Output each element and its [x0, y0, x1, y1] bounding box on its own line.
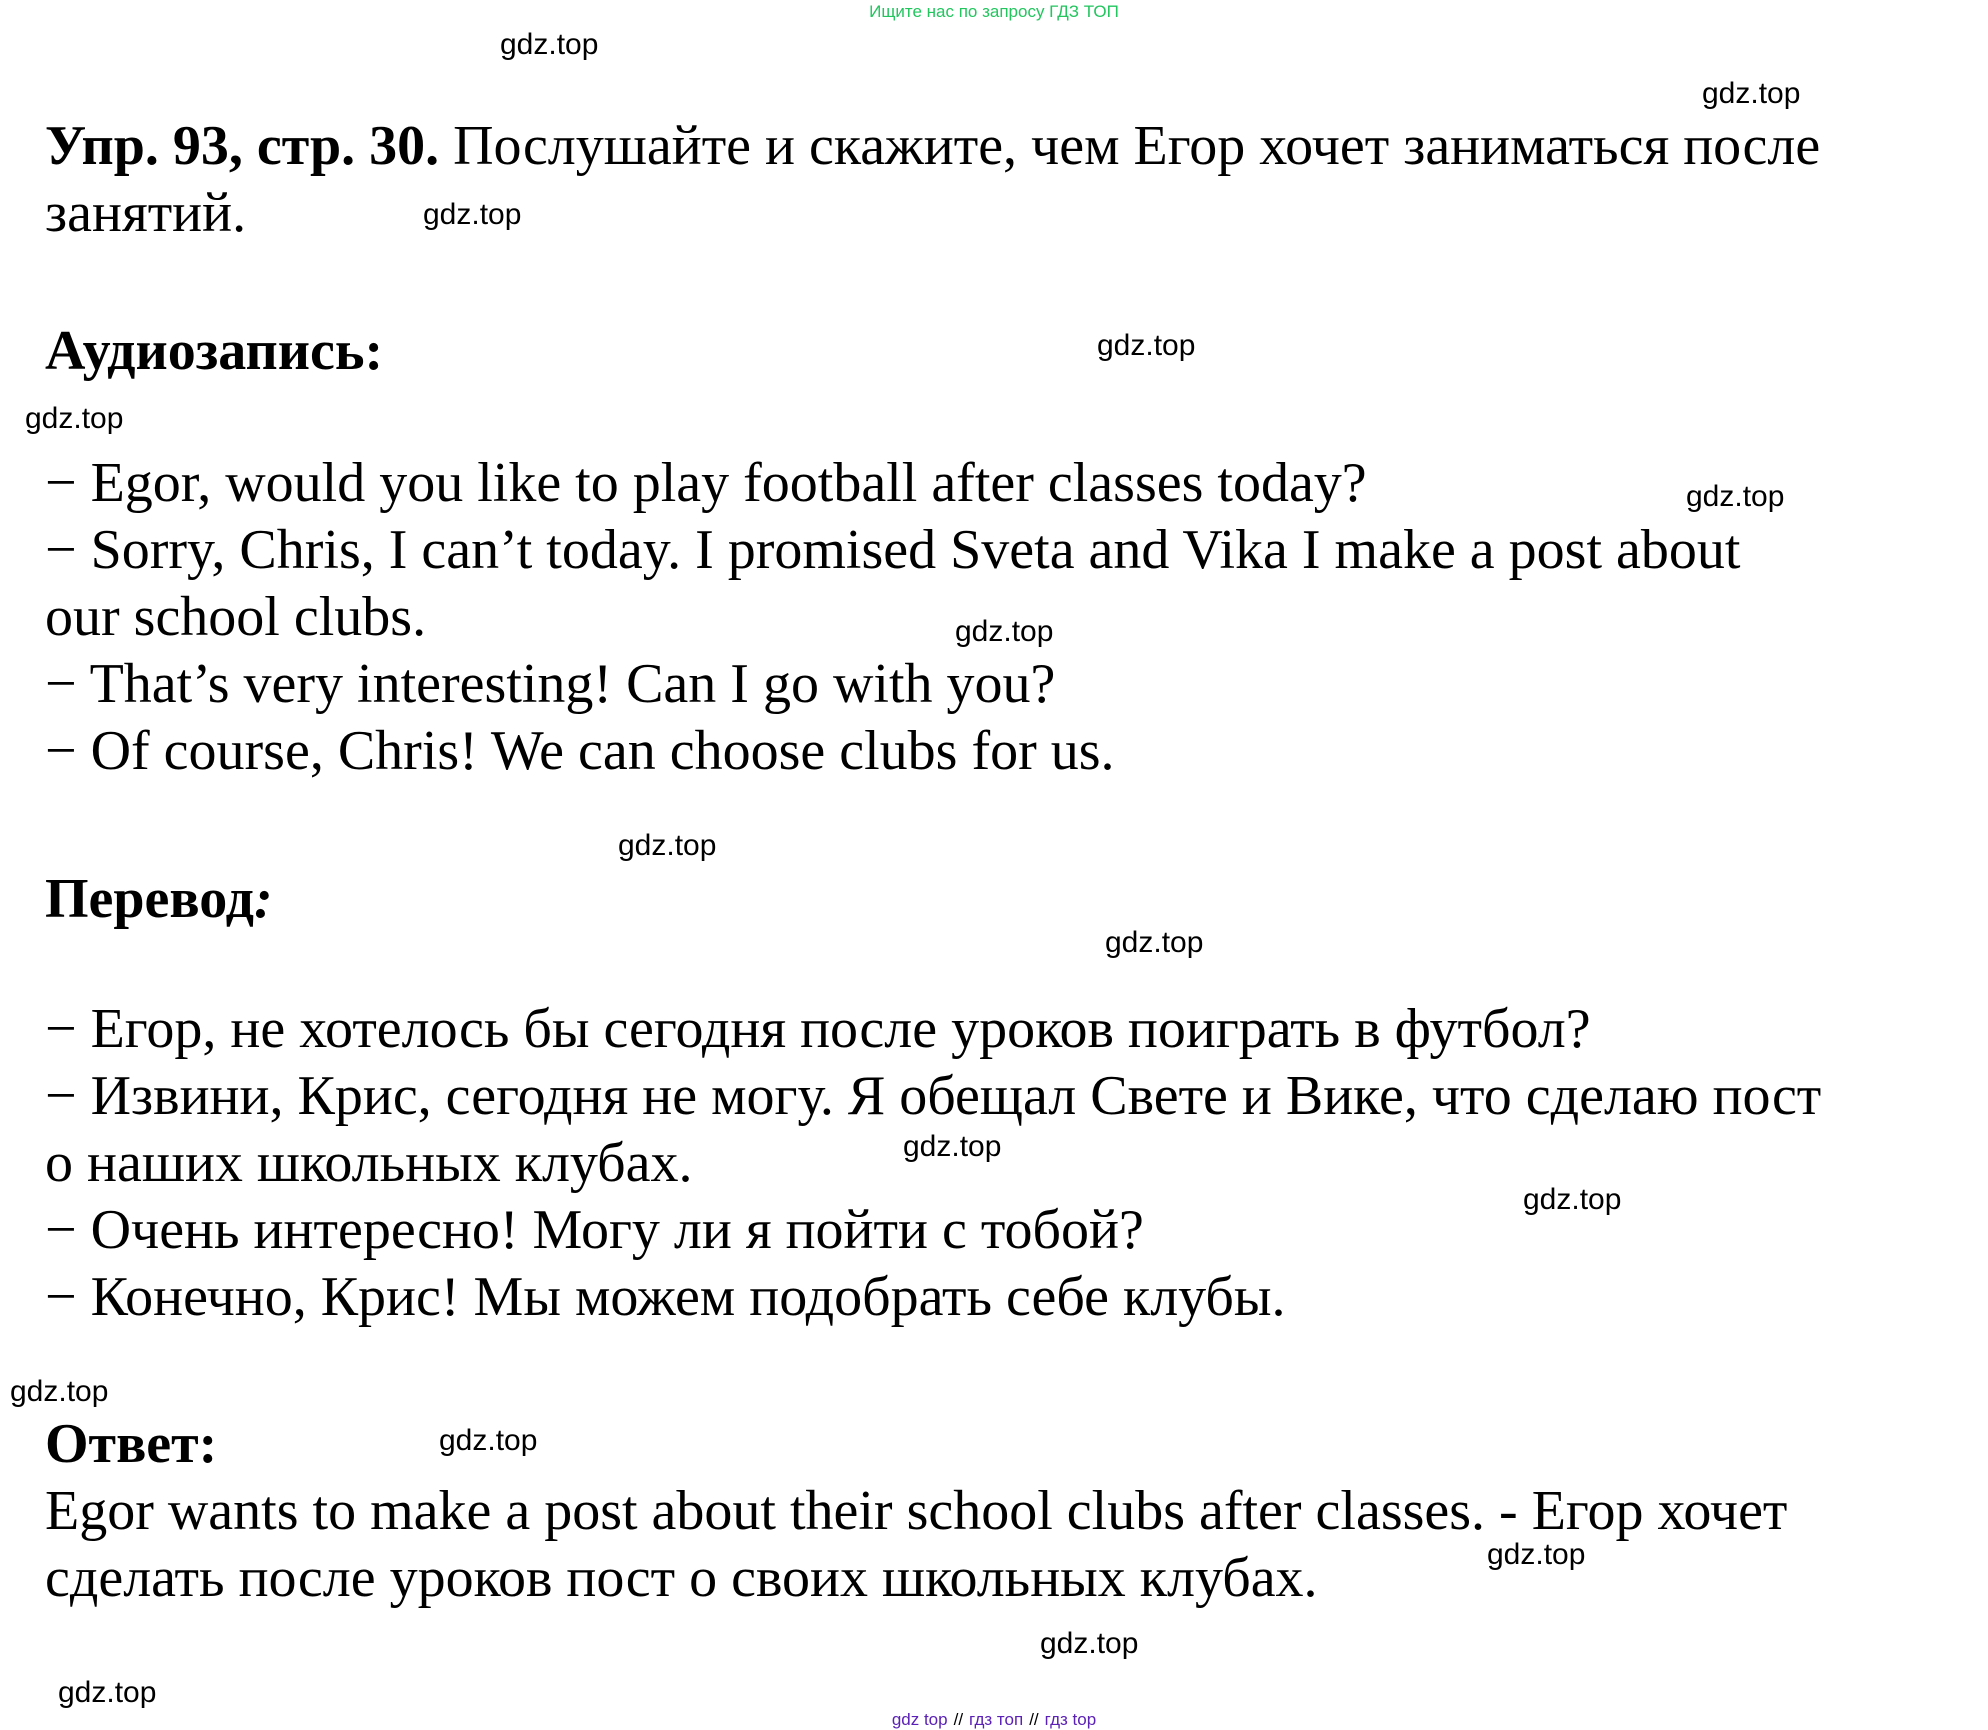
- footer-separator: //: [953, 1710, 964, 1729]
- task-title: [45, 113, 1820, 247]
- watermark: gdz.top: [1105, 926, 1204, 959]
- audio-line: our school clubs.: [45, 586, 427, 648]
- task-label: Упр. 93, стр. 30.: [45, 115, 440, 177]
- answer-line: Egor wants to make a post about their school clubs after classes. - Егор хочет: [45, 1480, 1788, 1542]
- footer-link[interactable]: gdz top: [891, 1710, 948, 1729]
- translation-line: − Очень интересно! Могу ли я пойти с тобой?: [45, 1199, 1144, 1261]
- watermark: gdz.top: [1487, 1538, 1586, 1571]
- task-text: Послушайте и скажите, чем Егор хочет заниматься после: [439, 115, 1821, 177]
- audio-line: − Sorry, Chris, I can’t today. I promised Sveta and Vika I make a post about: [45, 519, 1741, 581]
- watermark: gdz.top: [423, 198, 522, 231]
- footer-separator: //: [1029, 1710, 1039, 1729]
- task-title-line2: занятий.: [45, 182, 247, 244]
- watermark: gdz.top: [500, 28, 599, 61]
- watermark: gdz.top: [1040, 1627, 1139, 1660]
- translation-heading: [45, 866, 273, 933]
- watermark: gdz.top: [618, 829, 717, 862]
- audio-line: − That’s very interesting! Can I go with you?: [45, 653, 1056, 715]
- audio-line: − Of course, Chris! We can choose clubs for us.: [45, 720, 1115, 782]
- translation-line: − Егор, не хотелось бы сегодня после уроков поиграть в футбол?: [45, 998, 1591, 1060]
- watermark: gdz.top: [10, 1375, 109, 1408]
- footer-link[interactable]: гдз top: [1044, 1710, 1097, 1729]
- footer-links: [0, 1710, 1988, 1730]
- watermark: gdz.top: [58, 1676, 157, 1709]
- watermark: gdz.top: [1702, 77, 1801, 110]
- watermark: gdz.top: [1097, 329, 1196, 362]
- audio-line: − Egor, would you like to play football after classes today?: [45, 452, 1367, 514]
- audio-heading: Аудиозапись:: [45, 320, 384, 382]
- answer-heading: Ответ:: [45, 1413, 218, 1475]
- translation-line: − Извини, Крис, сегодня не могу. Я обещал Свете и Вике, что сделаю пост: [45, 1065, 1822, 1127]
- watermark: gdz.top: [1523, 1183, 1622, 1216]
- translation-heading-colon: :: [254, 868, 273, 930]
- translation-heading-text: Перевод: [45, 868, 254, 930]
- footer-link[interactable]: гдз топ: [969, 1710, 1024, 1729]
- watermark: gdz.top: [25, 402, 124, 435]
- answer-line: сделать после уроков пост о своих школьных клубах.: [45, 1547, 1318, 1609]
- watermark: gdz.top: [955, 615, 1054, 648]
- watermark: gdz.top: [439, 1424, 538, 1457]
- translation-line: о наших школьных клубах.: [45, 1132, 693, 1194]
- header-ad-text: Ищите нас по запросу ГДЗ ТОП: [869, 2, 1119, 21]
- task-title-line1: [45, 113, 1820, 180]
- translation-line: − Конечно, Крис! Мы можем подобрать себе клубы.: [45, 1266, 1286, 1328]
- audio-transcript: [45, 450, 1740, 785]
- watermark: gdz.top: [903, 1130, 1002, 1163]
- watermark: gdz.top: [1686, 480, 1785, 513]
